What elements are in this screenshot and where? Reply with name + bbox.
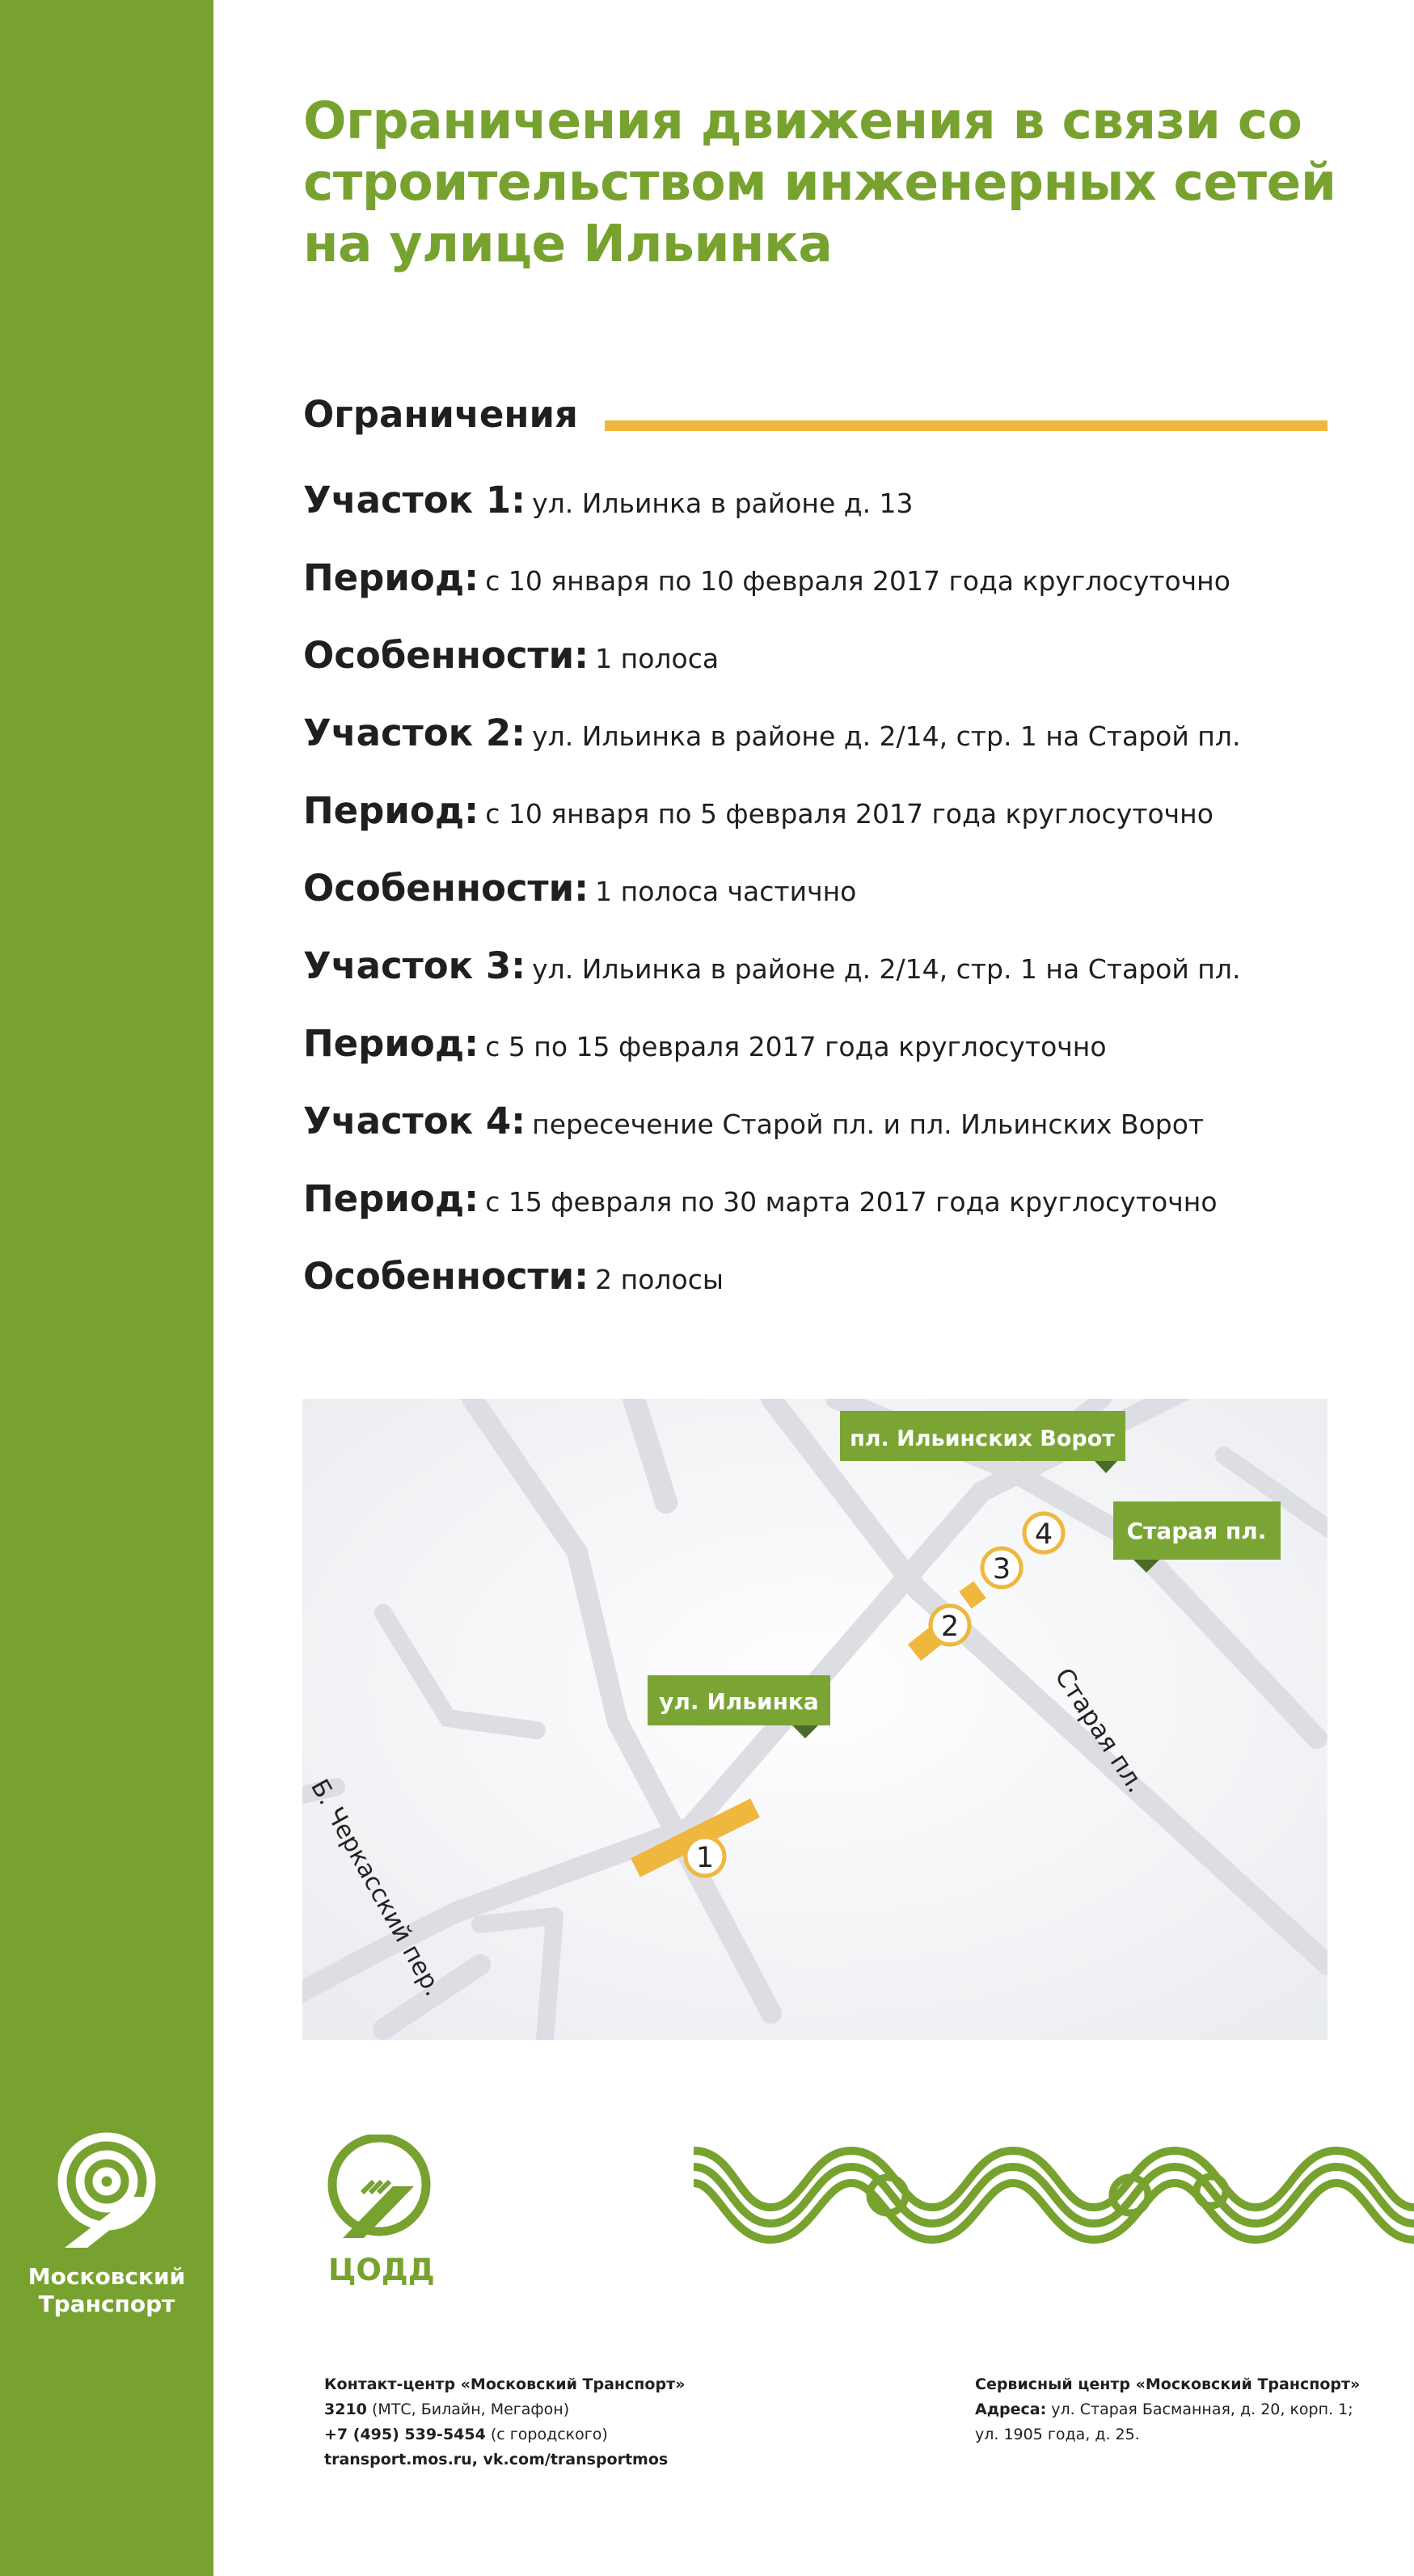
marker-2 (931, 1606, 969, 1645)
row-value: ул. Ильинка в районе д. 2/14, стр. 1 на Старой пл. (532, 953, 1241, 985)
tag-text: Старая пл. (1126, 1518, 1267, 1544)
restriction-row (303, 1245, 1354, 1323)
service-center-info (975, 2372, 1360, 2447)
restriction-row (303, 624, 1354, 702)
row-label: Участок 1: (303, 479, 526, 522)
street-label-cherkassky: Б. Черкасский пер. (305, 1774, 448, 2001)
closed-segment-3 (965, 1590, 980, 1600)
row-value: с 5 по 15 февраля 2017 года круглосуточно (485, 1031, 1107, 1062)
row-label: Особенности: (303, 867, 589, 910)
row-value: ул. Ильинка в районе д. 2/14, стр. 1 на Старой пл. (532, 720, 1241, 752)
row-label: Участок 3: (303, 944, 526, 987)
marker-1 (686, 1837, 724, 1876)
moscow-transport-name (27, 2263, 186, 2318)
restriction-row (303, 1168, 1354, 1245)
restriction-row (303, 547, 1354, 624)
marker-4 (1024, 1514, 1063, 1552)
row-value: пересечение Старой пл. и пл. Ильинских Ворот (532, 1109, 1205, 1140)
restriction-row (303, 779, 1354, 857)
tag-text: ул. Ильинка (659, 1688, 819, 1715)
street-label-staraya: Старая пл. (1049, 1662, 1151, 1798)
phone-number: +7 (495) 539-5454 (324, 2426, 486, 2443)
marker-number: 2 (940, 1611, 960, 1643)
section-heading: Ограничения (303, 393, 578, 436)
marker-number: 1 (695, 1842, 715, 1874)
contact-center-info (324, 2372, 685, 2473)
row-label: Период: (303, 789, 479, 832)
logo-line-1: Московский (27, 2263, 186, 2290)
moscow-transport-emblem-icon (50, 2130, 163, 2252)
page-title: Ограничения движения в связи со строительством инженерных сетей на улице Ильинка (303, 91, 1336, 273)
short-number-line (324, 2397, 685, 2422)
phone-note: (с городского) (490, 2426, 608, 2443)
phone-line (324, 2422, 685, 2447)
logo-line-2: Транспорт (38, 2291, 175, 2317)
codd-emblem-icon (319, 2135, 440, 2240)
marker-number: 3 (992, 1553, 1011, 1586)
wave-pattern (694, 2151, 1414, 2240)
address-1: ул. Старая Басманная, д. 20, корп. 1; (1051, 2401, 1353, 2418)
decorative-waves (694, 2135, 1414, 2256)
marker-3 (982, 1548, 1021, 1587)
row-label: Особенности: (303, 634, 589, 677)
row-value: 1 полоса частично (595, 876, 857, 907)
tag-text: пл. Ильинских Ворот (850, 1426, 1115, 1451)
restrictions-list (303, 469, 1354, 1323)
service-center-title: Сервисный центр «Московский Транспорт» (975, 2375, 1361, 2393)
row-label: Период: (303, 1022, 479, 1065)
restriction-row (303, 469, 1354, 547)
address-line (975, 2397, 1360, 2422)
section-divider (605, 420, 1327, 431)
restriction-row (303, 857, 1354, 935)
row-label: Участок 4: (303, 1100, 526, 1142)
restriction-row (303, 935, 1354, 1012)
address-2: ул. 1905 года, д. 25. (975, 2426, 1140, 2443)
restriction-row (303, 1012, 1354, 1090)
row-label: Период: (303, 1177, 479, 1220)
road (480, 1916, 555, 1924)
row-label: Особенности: (303, 1255, 589, 1298)
row-label: Участок 2: (303, 712, 526, 754)
row-label: Период: (303, 556, 479, 599)
row-value: 1 полоса (595, 643, 720, 674)
row-value: с 10 января по 5 февраля 2017 года круглосуточно (485, 798, 1214, 830)
row-value: 2 полосы (595, 1264, 724, 1295)
road (545, 1916, 555, 2040)
address-label: Адреса: (975, 2401, 1047, 2418)
marker-number: 4 (1034, 1518, 1053, 1551)
codd-name: ЦОДД (328, 2253, 435, 2287)
short-number-note: (МТС, Билайн, Мегафон) (371, 2401, 570, 2418)
row-value: с 15 февраля по 30 марта 2017 года круглосуточно (485, 1186, 1218, 1218)
row-value: ул. Ильинка в районе д. 13 (532, 488, 914, 519)
street-map (302, 1399, 1327, 2040)
restriction-row (303, 702, 1354, 779)
website-links[interactable]: transport.mos.ru, vk.com/transportmos (324, 2451, 669, 2468)
row-value: с 10 января по 10 февраля 2017 года круглосуточно (485, 565, 1230, 597)
short-number: 3210 (324, 2401, 367, 2418)
contact-center-title: Контакт-центр «Московский Транспорт» (324, 2375, 686, 2393)
codd-logo (319, 2135, 448, 2287)
restriction-row (303, 1090, 1354, 1168)
moscow-transport-logo (27, 2130, 186, 2318)
